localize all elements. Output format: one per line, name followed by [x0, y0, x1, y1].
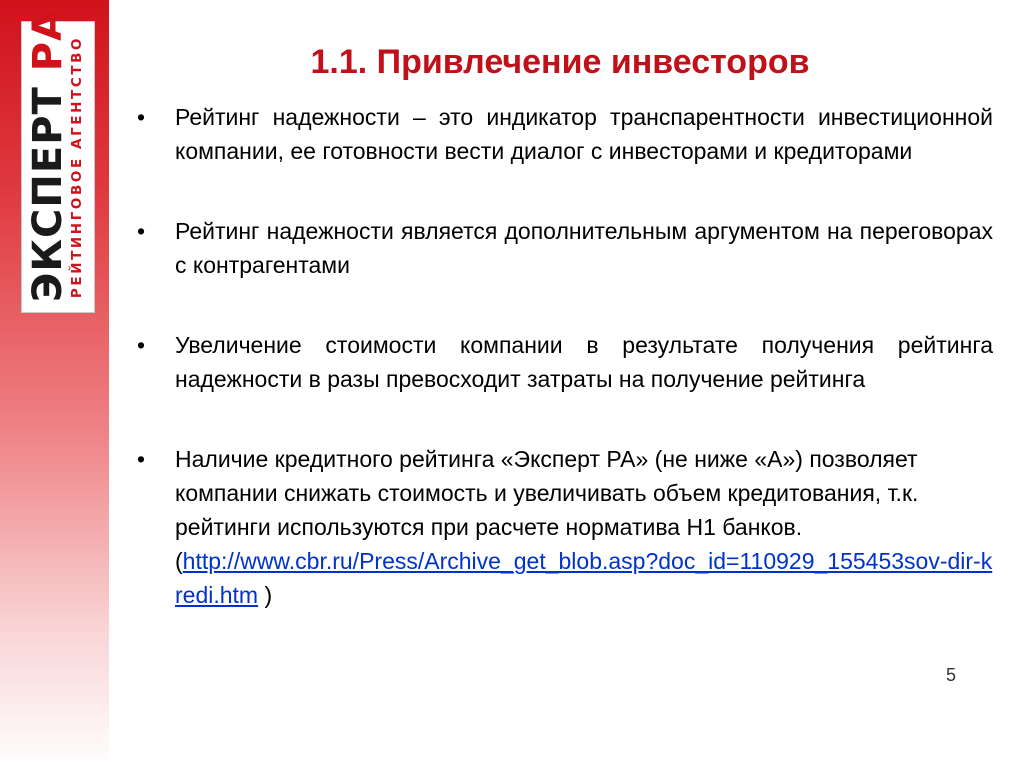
bullet-text: Рейтинг надежности – это индикатор транспарентности инвестиционной компании, ее готовности вести диалог с инвесторами и кредиторами	[175, 104, 993, 164]
bullet-text: Рейтинг надежности является дополнительным аргументом на переговорах с контрагентами	[175, 218, 993, 278]
bullet-icon: •	[137, 218, 146, 244]
page-number: 5	[946, 665, 957, 685]
bullet-text: Увеличение стоимости компании в результате получения рейтинга надежности в разы превосходит затраты на получение рейтинга	[175, 332, 993, 392]
logo-main-dark: ЭКСПЕРТ	[25, 86, 71, 302]
bullet-item	[133, 442, 993, 612]
bullet-item	[133, 214, 993, 282]
bullet-icon: •	[137, 446, 146, 472]
bullet-item	[133, 328, 993, 396]
bullet-list	[133, 100, 993, 612]
bullet-item	[133, 100, 993, 168]
bullet-text: Наличие кредитного рейтинга «Эксперт РА» (не ниже «А») позволяет компании снижать стоимость и увеличивать объем кредитования, т.к. рейтинги используются при расчете норматива Н1 банков.	[175, 446, 919, 540]
logo-text-rotated	[25, 8, 88, 302]
logo-main-accent: РА	[25, 8, 71, 87]
slide-title: 1.1. Привлечение инвесторов	[310, 43, 810, 81]
expert-ra-logo	[21, 8, 95, 313]
bullet-icon: •	[137, 332, 146, 358]
cbr-document-link[interactable]: http://www.cbr.ru/Press/Archive_get_blob.asp?doc_id=110929_155453sov-dir-kredi.htm	[175, 548, 993, 608]
link-open-paren: (	[175, 548, 183, 574]
logo-subtitle: РЕЙТИНГОВОЕ АГЕНТСТВО	[69, 35, 85, 299]
bullet-icon: •	[137, 104, 146, 130]
link-close-paren: )	[258, 582, 273, 608]
logo-main-text	[25, 8, 71, 302]
